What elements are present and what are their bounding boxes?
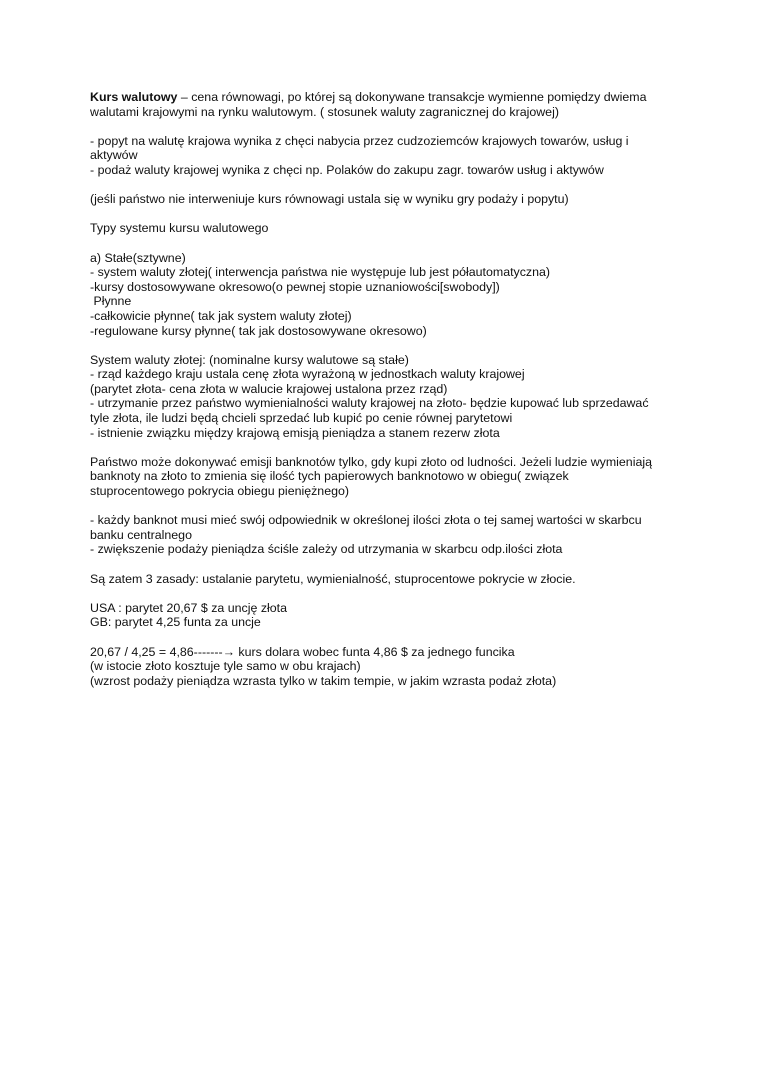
paragraph-gap	[90, 119, 680, 134]
paragraph-gap	[90, 557, 680, 572]
intro-line-2: walutami krajowymi na rynku walutowym. ( stosunek waluty zagranicznej do krajowej)	[90, 104, 559, 119]
gold-system-line: - rząd każdego kraju ustala cenę złota wyrażoną w jednostkach waluty krajowej	[90, 367, 525, 382]
paragraph-gap	[90, 440, 680, 455]
document-page	[90, 90, 680, 688]
paragraph-gap	[90, 499, 680, 514]
backing-line: - każdy banknot musi mieć swój odpowiednik w określonej ilości złota o tej samej wartości w skarbcu	[90, 513, 642, 528]
gold-system-line: System waluty złotej: (nominalne kursy walutowe są stałe)	[90, 352, 409, 367]
gold-system-line: - utrzymanie przez państwo wymienialności waluty krajowej na złoto- będzie kupować lub sprzedawać	[90, 396, 649, 411]
banknotes-line: banknoty na złoto to zmienia się ilość tych papierowych banknotowo w obiegu( związek	[90, 469, 569, 484]
gold-system-line: (parytet złota- cena złota w walucie krajowej ustalona przez rząd)	[90, 381, 448, 396]
intro-definition: – cena równowagi, po której są dokonywane transakcje wymienne pomiędzy dwiema	[177, 90, 647, 104]
parity-usa: USA : parytet 20,67 $ za uncję złota	[90, 600, 287, 615]
paragraph-gap	[90, 178, 680, 193]
gold-system-line: - istnienie związku między krajową emisją pieniądza a stanem rezerw złota	[90, 425, 500, 440]
gold-system-line: tyle złota, ile ludzi będą chcieli sprzedać lub kupić po cenie równej parytetowi	[90, 411, 513, 426]
paragraph-gap	[90, 586, 680, 601]
supply-line: - podaż waluty krajowej wynika z chęci np. Polaków do zakupu zagr. towarów usług i aktywów	[90, 162, 604, 177]
backing-line: banku centralnego	[90, 527, 192, 542]
types-heading: Typy systemu kursu walutowego	[90, 221, 269, 236]
banknotes-line: stuprocentowego pokrycia obiegu pieniężnego)	[90, 484, 349, 499]
paragraph-gap	[90, 207, 680, 222]
types-item: - system waluty złotej( interwencja państwa nie występuje lub jest półautomatyczna)	[90, 265, 551, 280]
types-item: -regulowane kursy płynne( tak jak dostosowywane okresowo)	[90, 323, 427, 338]
paragraph-gap	[90, 630, 680, 645]
calculation-note: (wzrost podaży pieniądza wzrasta tylko w takim tempie, w jakim wzrasta podaż złota)	[90, 673, 557, 688]
types-item: Płynne	[90, 294, 132, 309]
demand-line-cont: aktywów	[90, 148, 138, 163]
parity-gb: GB: parytet 4,25 funta za uncje	[90, 615, 261, 630]
intro-line-1	[90, 90, 680, 105]
calculation-note: (w istocie złoto kosztuje tyle samo w obu krajach)	[90, 659, 361, 674]
backing-line: - zwiększenie podaży pieniądza ściśle zależy od utrzymania w skarbcu odp.ilości złota	[90, 542, 563, 557]
types-item: -całkowicie płynne( tak jak system waluty złotej)	[90, 308, 352, 323]
principles-line: Są zatem 3 zasady: ustalanie parytetu, wymienialność, stuprocentowe pokrycie w złocie.	[90, 571, 576, 586]
types-item: a) Stałe(sztywne)	[90, 250, 186, 265]
paragraph-gap	[90, 338, 680, 353]
paragraph-gap	[90, 236, 680, 251]
demand-line: - popyt na walutę krajowa wynika z chęci nabycia przez cudzoziemców krajowych towarów, usług i	[90, 133, 629, 148]
intervention-note: (jeśli państwo nie interweniuje kurs równowagi ustala się w wyniku gry podaży i popytu)	[90, 192, 569, 207]
term-kurs-walutowy: Kurs walutowy	[90, 90, 178, 104]
types-item: -kursy dostosowywane okresowo(o pewnej stopie uznaniowości[swobody])	[90, 279, 500, 294]
banknotes-line: Państwo może dokonywać emisji banknotów tylko, gdy kupi złoto od ludności. Jeżeli ludzie wymieniają	[90, 454, 652, 469]
calculation-line: 20,67 / 4,25 = 4,86-------→ kurs dolara wobec funta 4,86 $ za jednego funcika	[90, 644, 515, 659]
